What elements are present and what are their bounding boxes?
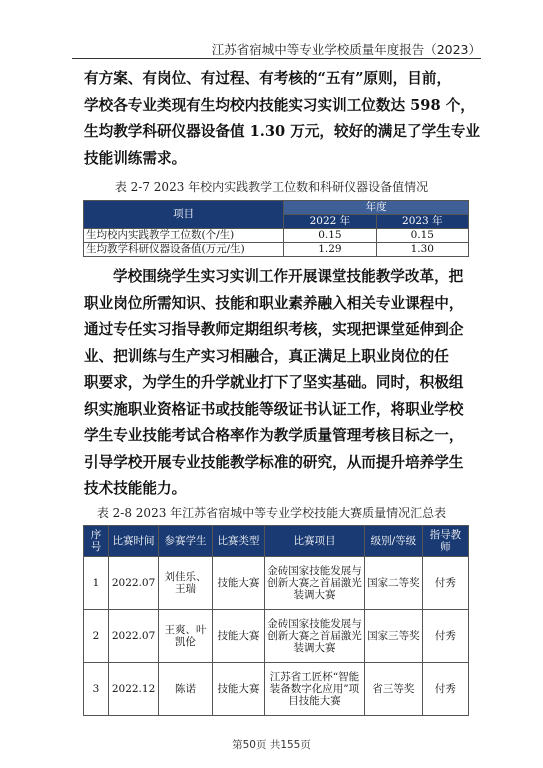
table2-cell-date: 2022.07 [109, 610, 159, 663]
paragraph-1 [84, 66, 480, 172]
paragraph-line: 学校各专业类现有生均校内技能实习实训工位数达 598 个， [84, 96, 475, 114]
table1-cell-2023: 1.30 [376, 243, 468, 257]
paragraph-2 [84, 264, 468, 503]
table2-header-level: 级别/等级 [365, 526, 423, 557]
table1-cell-item: 生均校内实践教学工位数(个/生) [84, 229, 284, 243]
table-row [84, 557, 469, 610]
page-footer: 第50页 共155页 [232, 739, 311, 751]
table2-cell-level: 国家三等奖 [365, 610, 423, 663]
table2-cell-students: 陈诺 [159, 663, 213, 716]
table2-cell-no: 1 [84, 557, 109, 610]
table2-cell-students: 王爽、叶凯伦 [159, 610, 213, 663]
table-row [84, 229, 469, 243]
paragraph-line: 织实施职业资格证书或技能等级证书认证工作，将职业学校 [84, 400, 464, 418]
paragraph-line: 引导学校开展专业技能教学标准的研究，从而提升培养学生 [84, 453, 464, 471]
paragraph-line: 业、把训练与生产实习相融合，真正满足上职业岗位的任 [84, 347, 449, 365]
skills-competition-table [83, 525, 469, 716]
table2-header-type: 比赛类型 [212, 526, 264, 557]
table1-cell-2022: 1.29 [284, 243, 376, 257]
table1-cell-item: 生均教学科研仪器设备值(万元/生) [84, 243, 284, 257]
paragraph-line: 有方案、有岗位、有过程、有考核的“五有”原则，目前， [84, 70, 452, 87]
practice-stations-table [83, 200, 469, 257]
paragraph-line: 通过专任实习指导教师定期组织考核，实现把课堂延伸到企 [84, 321, 464, 338]
table2-cell-no: 3 [84, 663, 109, 716]
table1-cell-2023: 0.15 [376, 229, 468, 243]
table-row [84, 610, 469, 663]
paragraph-line: 职要求，为学生的升学就业打下了坚实基础。同时，积极组 [84, 374, 464, 391]
table2-caption: 表 2-8 2023 年江苏省宿城中等专业学校技能大赛质量情况汇总表 [96, 506, 447, 520]
table2-cell-teacher: 付秀 [422, 663, 468, 716]
table2-header-teacher: 指导教师 [422, 526, 468, 557]
table2-cell-type: 技能大赛 [212, 557, 264, 610]
table2-cell-type: 技能大赛 [212, 610, 264, 663]
paragraph-line: 职业岗位所需知识、技能和职业素养融入相关专业课程中， [84, 294, 464, 312]
table2-cell-teacher: 付秀 [422, 557, 468, 610]
table-row [84, 663, 469, 716]
table2-header-students: 参赛学生 [159, 526, 213, 557]
table1-header-2023: 2023 年 [376, 215, 468, 229]
table1-cell-2022: 0.15 [284, 229, 376, 243]
table2-cell-project: 金砖国家技能发展与创新大赛之首届激光装调大赛 [264, 557, 364, 610]
table2-cell-type: 技能大赛 [212, 663, 264, 716]
table2-cell-project: 金砖国家技能发展与创新大赛之首届激光装调大赛 [264, 610, 364, 663]
table1-caption: 表 2-7 2023 年校内实践教学工位数和科研仪器设备值情况 [114, 180, 429, 194]
table2-header-date: 比赛时间 [109, 526, 159, 557]
table2-cell-level: 省三等奖 [365, 663, 423, 716]
table1-header-year: 年度 [284, 201, 469, 215]
table1-header-item: 项目 [84, 201, 284, 229]
page-header: 江苏省宿城中等专业学校质量年度报告（2023） [211, 42, 481, 57]
table2-header-no: 序号 [84, 526, 109, 557]
paragraph-line: 学生专业技能考试合格率作为教学质量管理考核目标之一， [84, 427, 464, 444]
table2-cell-date: 2022.07 [109, 557, 159, 610]
table2-cell-date: 2022.12 [109, 663, 159, 716]
table1-header-2022: 2022 年 [284, 215, 376, 229]
table2-cell-teacher: 付秀 [422, 610, 468, 663]
header-rule [72, 58, 481, 59]
table-row [84, 243, 469, 257]
table2-cell-students: 刘佳乐、王瑞 [159, 557, 213, 610]
table2-cell-no: 2 [84, 610, 109, 663]
table2-cell-level: 国家二等奖 [365, 557, 423, 610]
paragraph-line: 学校围绕学生实习实训工作开展课堂技能教学改革，把 [113, 268, 464, 285]
table2-cell-project: 江苏省工匠杯“智能装备数字化应用”项目技能大赛 [264, 663, 364, 716]
table2-header-row [84, 526, 469, 557]
paragraph-line: 生均教学科研仪器设备值 1.30 万元，较好的满足了学生专业 [84, 123, 480, 140]
paragraph-line: 技术技能能力。 [84, 480, 187, 497]
paragraph-line: 技能训练需求。 [84, 149, 187, 167]
table2-header-project: 比赛项目 [264, 526, 364, 557]
